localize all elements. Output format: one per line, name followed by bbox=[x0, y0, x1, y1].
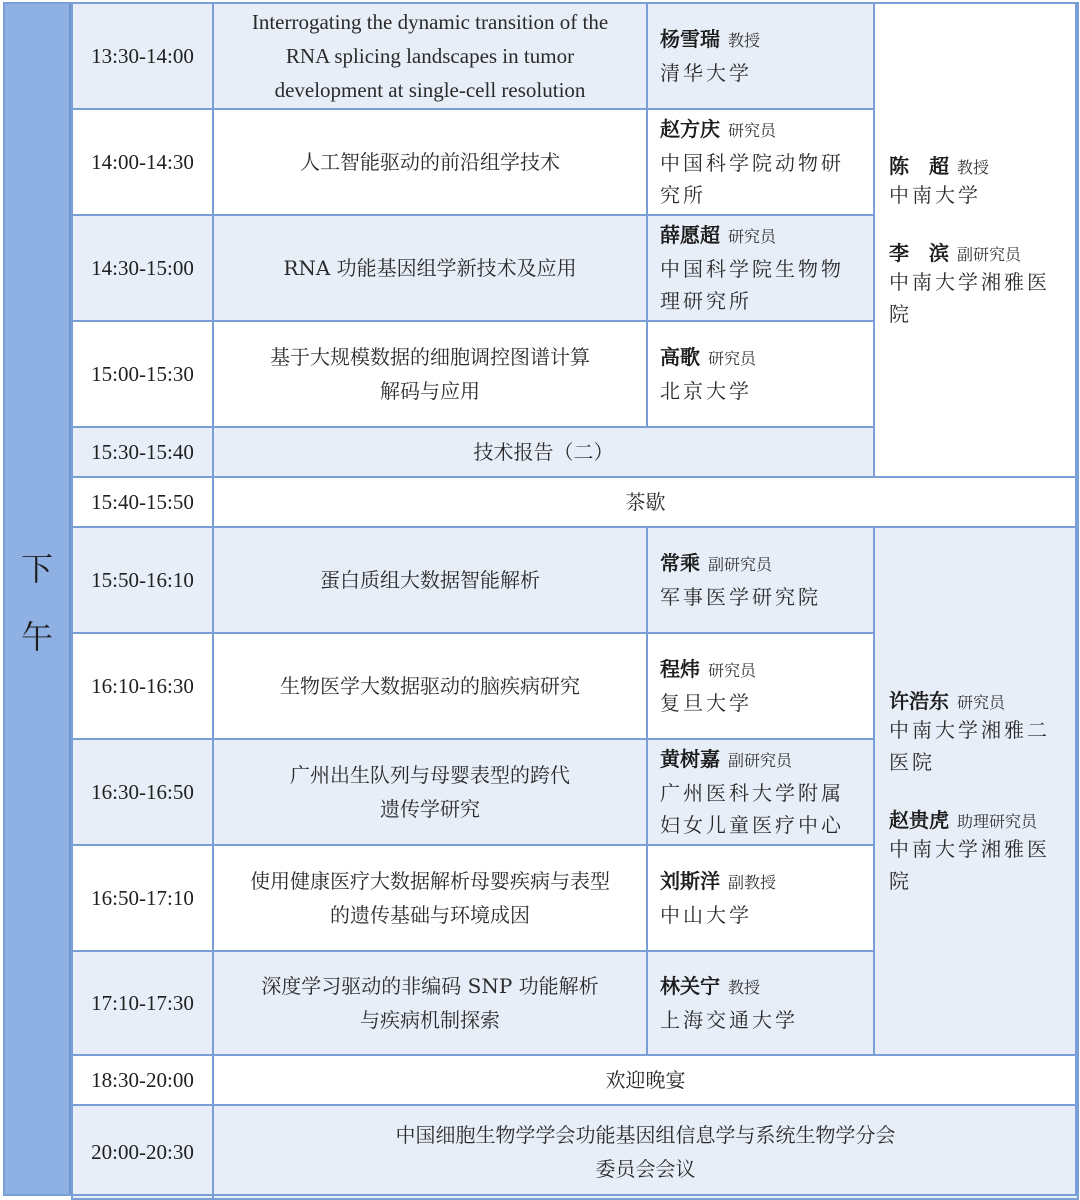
speaker-affiliation: 中山大学 bbox=[660, 903, 752, 927]
speaker-rank: 研究员 bbox=[708, 349, 757, 368]
speaker-affiliation: 军事医学研究院 bbox=[660, 585, 821, 609]
time-cell: 20:00-20:30 bbox=[72, 1105, 213, 1199]
speaker-rank: 研究员 bbox=[728, 227, 777, 246]
time-cell: 15:40-15:50 bbox=[72, 477, 213, 527]
talk-title-line: 基于大规模数据的细胞调控图谱计算 bbox=[270, 345, 590, 369]
chair-affiliation: 院 bbox=[889, 869, 912, 893]
speaker-affiliation: 妇女儿童医疗中心 bbox=[660, 813, 844, 837]
talk-title-line: 人工智能驱动的前沿组学技术 bbox=[300, 150, 560, 174]
time-cell: 14:00-14:30 bbox=[72, 109, 213, 215]
talk-title-line: 深度学习驱动的非编码 SNP 功能解析 bbox=[261, 974, 599, 998]
talk-title-line: development at single-cell resolution bbox=[274, 78, 586, 102]
period-label-char-1: 下 bbox=[20, 550, 53, 588]
chair-affiliation: 院 bbox=[889, 302, 912, 326]
talk-title-line: 蛋白质组大数据智能解析 bbox=[320, 568, 540, 592]
chair-rank: 副研究员 bbox=[957, 245, 1022, 264]
talk-title-line: RNA splicing landscapes in tumor bbox=[285, 44, 575, 68]
speaker-rank: 副教授 bbox=[728, 873, 777, 892]
time-cell: 16:50-17:10 bbox=[72, 845, 213, 951]
time-cell: 18:30-20:00 bbox=[72, 1055, 213, 1105]
time-cell: 16:30-16:50 bbox=[72, 739, 213, 845]
chair-affiliation: 中南大学湘雅医 bbox=[889, 837, 1050, 861]
talk-title-line: 与疾病机制探索 bbox=[360, 1008, 500, 1032]
speaker-affiliation: 复旦大学 bbox=[660, 691, 752, 715]
chair-name: 赵贵虎 bbox=[889, 808, 949, 832]
chair-name: 许浩东 bbox=[889, 689, 949, 713]
speaker-affiliation: 中国科学院动物研 bbox=[660, 151, 844, 175]
chair-rank: 助理研究员 bbox=[957, 812, 1038, 831]
period-label-char-2: 午 bbox=[20, 618, 53, 656]
talk-title-line: 的遗传基础与环境成因 bbox=[330, 903, 530, 927]
time-cell: 13:30-14:00 bbox=[72, 3, 213, 109]
speaker-name: 薛愿超 bbox=[660, 223, 720, 247]
talk-title-line: RNA 功能基因组学新技术及应用 bbox=[283, 256, 577, 280]
speaker-name: 常乘 bbox=[660, 551, 700, 575]
talk-title-line: 解码与应用 bbox=[380, 379, 480, 403]
speaker-name: 杨雪瑞 bbox=[660, 27, 720, 51]
time-cell: 16:10-16:30 bbox=[72, 633, 213, 739]
chair-name: 李 滨 bbox=[889, 241, 949, 265]
banquet-title: 欢迎晚宴 bbox=[213, 1055, 1078, 1105]
session-title: 技术报告（二） bbox=[213, 427, 874, 477]
time-cell: 14:30-15:00 bbox=[72, 215, 213, 321]
speaker-affiliation: 中国科学院生物物 bbox=[660, 257, 844, 281]
speaker-affiliation: 究所 bbox=[660, 183, 706, 207]
talk-title-line: 遗传学研究 bbox=[380, 797, 480, 821]
talk-title-line: 生物医学大数据驱动的脑疾病研究 bbox=[280, 674, 580, 698]
speaker-rank: 教授 bbox=[728, 978, 761, 997]
chair-affiliation: 医院 bbox=[889, 750, 935, 774]
speaker-name: 高歌 bbox=[660, 345, 700, 369]
speaker-name: 林关宁 bbox=[660, 974, 720, 998]
speaker-name: 赵方庆 bbox=[660, 117, 720, 141]
speaker-rank: 副研究员 bbox=[708, 555, 773, 574]
time-cell: 15:30-15:40 bbox=[72, 427, 213, 477]
talk-title-line: 广州出生队列与母婴表型的跨代 bbox=[290, 763, 570, 787]
speaker-rank: 研究员 bbox=[708, 661, 757, 680]
speaker-affiliation: 清华大学 bbox=[660, 61, 752, 85]
time-cell: 15:50-16:10 bbox=[72, 527, 213, 633]
chair-affiliation: 中南大学湘雅医 bbox=[889, 270, 1050, 294]
meeting-title-line: 中国细胞生物学学会功能基因组信息学与系统生物学分会 bbox=[395, 1123, 896, 1147]
speaker-name: 黄树嘉 bbox=[660, 747, 720, 771]
talk-title-line: Interrogating the dynamic transition of the bbox=[251, 10, 609, 34]
chair-rank: 教授 bbox=[957, 158, 990, 177]
chair-rank: 研究员 bbox=[957, 693, 1006, 712]
speaker-rank: 副研究员 bbox=[728, 751, 793, 770]
speaker-affiliation: 北京大学 bbox=[660, 379, 752, 403]
speaker-affiliation: 广州医科大学附属 bbox=[660, 781, 844, 805]
chair-name: 陈 超 bbox=[889, 154, 949, 178]
speaker-affiliation: 理研究所 bbox=[660, 289, 752, 313]
meeting-title-line: 委员会会议 bbox=[595, 1157, 696, 1181]
speaker-rank: 研究员 bbox=[728, 121, 777, 140]
speaker-affiliation: 上海交通大学 bbox=[660, 1008, 798, 1032]
speaker-name: 刘斯洋 bbox=[660, 869, 720, 893]
chair-affiliation: 中南大学湘雅二 bbox=[889, 718, 1050, 742]
time-cell: 17:10-17:30 bbox=[72, 951, 213, 1055]
chair-affiliation: 中南大学 bbox=[889, 183, 981, 207]
time-cell: 15:00-15:30 bbox=[72, 321, 213, 427]
break-title: 茶歇 bbox=[213, 477, 1078, 527]
talk-title-line: 使用健康医疗大数据解析母婴疾病与表型 bbox=[250, 869, 610, 893]
speaker-name: 程炜 bbox=[660, 657, 700, 681]
speaker-rank: 教授 bbox=[728, 31, 761, 50]
table-outer-border bbox=[3, 2, 1077, 1196]
